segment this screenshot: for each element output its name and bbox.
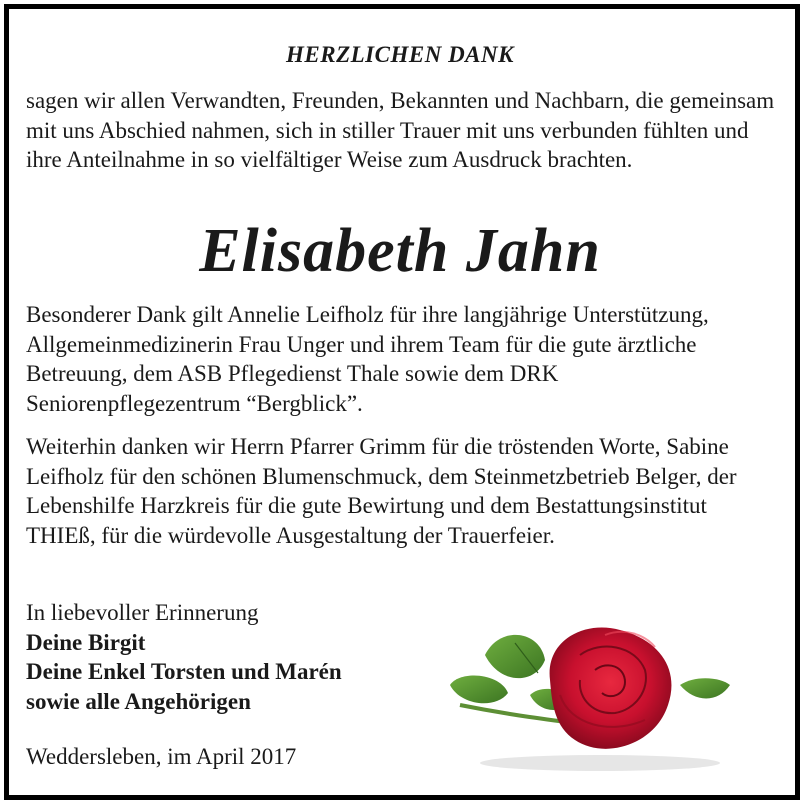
closing-line: In liebevoller Erinnerung: [26, 600, 259, 625]
signatory-grandchildren: Deine Enkel Torsten und Marén: [26, 659, 342, 684]
deceased-name: Elisabeth Jahn: [199, 217, 601, 285]
closing-block: [26, 598, 466, 716]
intro-paragraph: sagen wir allen Verwandten, Freunden, Bekannten und Nachbarn, die gemeinsam mit uns Abschied nahmen, sich in stiller Trauer mit uns verbunden fühlten und ihre Anteilnahme in so vielfältiger Weise zum Ausdruck brachten.: [26, 88, 775, 172]
signatory-relatives: sowie alle Angehörigen: [26, 688, 251, 714]
notice-title: HERZLICHEN DANK: [286, 42, 514, 67]
thanks-paragraph-1: Besonderer Dank gilt Annelie Leifholz für ihre langjährige Unterstützung, Allgemeinmedizinerin Frau Unger und ihrem Team für die gute ärztliche Betreuung, dem ASB Pflegedienst Thale sowie dem DRK Seniorenpflegezentrum “Bergblick”.: [26, 302, 709, 416]
signatory-birgit: Deine Birgit: [26, 629, 146, 655]
red-rose-icon: [440, 585, 740, 775]
thanks-paragraph-2: Weiterhin danken wir Herrn Pfarrer Grimm für die tröstenden Worte, Sabine Leifholz für den schönen Blumenschmuck, dem Steinmetzbetrieb Belger, der Lebenshilfe Harzkreis für die gute Bewirtung und dem Bestattungsinstitut THIEß, für die würdevolle Ausgestaltung der Trauerfeier.: [26, 434, 737, 548]
place-date: Weddersleben, im April 2017: [26, 744, 297, 769]
